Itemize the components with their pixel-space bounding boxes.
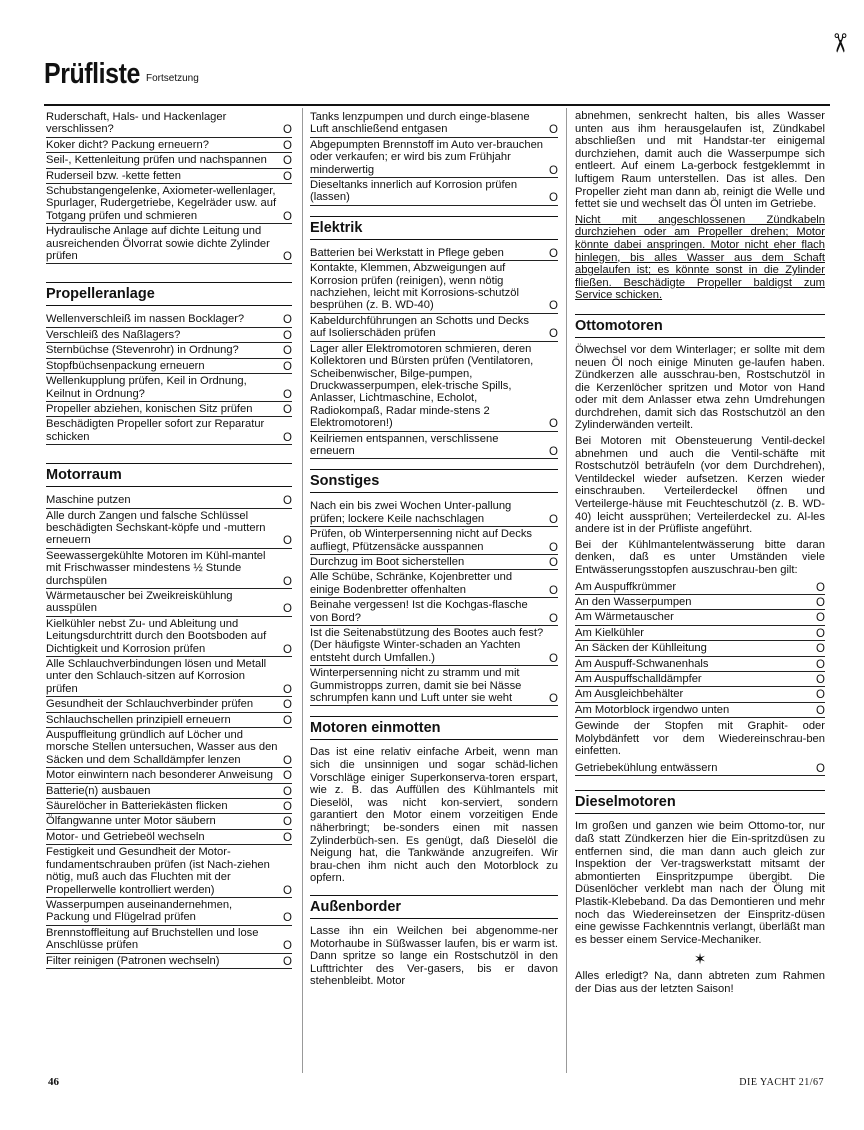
elektrik-checklist: [310, 246, 558, 460]
checkbox-circle[interactable]: O: [283, 643, 292, 656]
checkbox-circle[interactable]: O: [549, 693, 558, 706]
checklist-item: [46, 830, 292, 845]
checklist-item-text: Kontakte, Klemmen, Abzweigungen auf Korrosion prüfen (reinigen), wenn nötig nachziehen, leicht mit Korrosions-schutzöl besprühen (z. B. WD-40): [310, 262, 519, 312]
checklist-item-text: Maschine putzen: [46, 494, 131, 507]
checklist-item-text: Am Wärmetauscher: [575, 611, 674, 624]
checkbox-circle[interactable]: O: [283, 831, 292, 844]
checklist-item: [310, 110, 558, 138]
checklist-item-text: Filter reinigen (Patronen wechseln): [46, 954, 220, 967]
checklist-item: [310, 598, 558, 626]
checkbox-circle[interactable]: O: [283, 884, 292, 897]
checkbox-circle[interactable]: O: [283, 170, 292, 183]
page-header: [44, 58, 199, 91]
checklist-item: [46, 509, 292, 549]
checkbox-circle[interactable]: O: [816, 627, 825, 640]
checkbox-circle[interactable]: O: [283, 251, 292, 264]
section-title-einmotten: Motoren einmotten: [310, 716, 558, 740]
checkbox-circle[interactable]: O: [283, 210, 292, 223]
checkbox-circle[interactable]: O: [283, 403, 292, 416]
checklist-item-text: Beschädigten Propeller sofort zur Reparatur schicken: [46, 418, 265, 443]
checklist-item: [575, 641, 825, 656]
checklist-item: [46, 374, 292, 402]
section-title-diesel: Dieselmotoren: [575, 790, 825, 814]
checklist-item: [46, 312, 292, 327]
checklist-item-text: Kabeldurchführungen an Schotts und Decks auf Isolierschäden prüfen: [310, 314, 529, 340]
checkbox-circle[interactable]: O: [816, 689, 825, 702]
checklist-item-text: Wasserpumpen auseinandernehmen, Packung und Flügelrad prüfen: [46, 898, 233, 924]
checklist-item: [575, 703, 825, 718]
checklist-item: [310, 626, 558, 666]
checklist-item-text: Kielkühler nebst Zu- und Ableitung und Leitungsdurchtritt durch den Bootsboden auf Dichtigkeit und Korrosion prüfen: [46, 617, 267, 655]
checkbox-circle[interactable]: O: [283, 683, 292, 696]
checklist-item-text: Getriebekühlung entwässern: [575, 762, 718, 775]
checkbox-circle[interactable]: O: [549, 541, 558, 554]
checklist-item-text: Am Auspuffkrümmer: [575, 580, 677, 593]
column-3: [575, 110, 825, 999]
checklist-item-text: Am Auspuffschalldämpfer: [575, 673, 702, 686]
column-2: [310, 110, 558, 991]
checkbox-circle[interactable]: O: [283, 699, 292, 712]
checklist-item-text: Batterie(n) ausbauen: [46, 784, 151, 797]
checklist-item-text: An Säcken der Kühlleitung: [575, 642, 707, 655]
column-divider: [302, 108, 303, 1073]
checklist-item: [575, 672, 825, 687]
checklist-item: [46, 184, 292, 224]
checklist-item: [46, 617, 292, 657]
checkbox-circle[interactable]: O: [549, 584, 558, 597]
checkbox-circle[interactable]: O: [283, 139, 292, 152]
checkbox-circle[interactable]: O: [816, 643, 825, 656]
checklist-item: [46, 402, 292, 417]
checkbox-circle[interactable]: O: [549, 300, 558, 313]
section-title-propeller: Propelleranlage: [46, 282, 292, 306]
checklist-item: [46, 153, 292, 168]
checklist-item: [310, 432, 558, 460]
checkbox-circle[interactable]: O: [549, 652, 558, 665]
section-title-motorraum: Motorraum: [46, 463, 292, 487]
checkbox-circle[interactable]: O: [283, 816, 292, 829]
checkbox-circle[interactable]: O: [816, 612, 825, 625]
checkbox-circle[interactable]: O: [283, 388, 292, 401]
checklist-item: [46, 224, 292, 264]
checklist-item-text: Wellenkupplung prüfen, Keil in Ordnung, Keilnut in Ordnung?: [46, 375, 247, 400]
checkbox-circle[interactable]: O: [283, 912, 292, 925]
checklist-item: [46, 799, 292, 814]
checklist-item-text: Seil-, Kettenleitung prüfen und nachspannen: [46, 154, 267, 167]
checklist-item: [46, 493, 292, 508]
scissors-icon: ✂: [824, 32, 855, 54]
checklist-item-text: Batterien bei Werkstatt in Pflege geben: [310, 246, 504, 259]
checklist-item-text: Wellenverschleiß im nassen Bocklager?: [46, 313, 245, 326]
checkbox-circle[interactable]: O: [549, 445, 558, 458]
diesel-text: Im großen und ganzen wie beim Ottomo-tor, nur daß statt Zündkerzen hier die Ein-spritzdüsen zu entfernen sind, die man dann auch gleich zur Inspektion der Ver-tragswerkstatt mitsamt der abmontierten Einspritzpumpe übergibt. Die Düsenlöcher verklebt man nach der Ölung mit Plastik-Klebeband. Da das Demontieren und mehr noch das Wiedereinsetzen der Einspritz-düsen eine gewisse Fachkenntnis verlangt, überläßt man es besser einem Service-Mechaniker.: [575, 820, 825, 946]
checklist-item-text: Brennstoffleitung auf Bruchstellen und lose Anschlüsse prüfen: [46, 926, 259, 952]
checklist-item: [46, 343, 292, 358]
checklist-item-text: Ruderschaft, Hals- und Hackenlager verschlissen?: [46, 111, 227, 136]
otto-paragraph-4: Gewinde der Stopfen mit Graphit- oder Molybdänfett vor dem Wiedereinschrau-ben einfetten.: [575, 720, 825, 758]
checkbox-circle[interactable]: O: [549, 164, 558, 177]
checkbox-circle[interactable]: O: [283, 314, 292, 327]
checkbox-circle[interactable]: O: [283, 754, 292, 767]
checklist-item-text: Propeller abziehen, konischen Sitz prüfen: [46, 402, 253, 415]
checklist-item: [46, 549, 292, 589]
checklist-item-text: Prüfen, ob Winterpersenning nicht auf Decks aufliegt, Pfützensäcke ausspannen: [310, 528, 533, 553]
checkbox-circle[interactable]: O: [283, 801, 292, 814]
section-title-sonstiges: Sonstiges: [310, 469, 558, 493]
checklist-item-text: Stopfbüchsenpackung erneuern: [46, 359, 205, 372]
checklist-item: [310, 314, 558, 342]
checklist-item-text: Gesundheit der Schlauchverbinder prüfen: [46, 698, 254, 711]
checklist-item: [310, 555, 558, 570]
checkbox-circle[interactable]: O: [816, 581, 825, 594]
closing-text: Alles erledigt? Na, dann abtreten zum Rahmen der Dias aus der letzten Saison!: [575, 970, 825, 995]
checkbox-circle[interactable]: O: [283, 955, 292, 968]
checklist-item-text: Nach ein bis zwei Wochen Unter-pallung prüfen; lockere Keile nachschlagen: [310, 500, 512, 525]
checkbox-circle[interactable]: O: [549, 612, 558, 625]
checkbox-circle[interactable]: O: [549, 513, 558, 526]
checkbox-circle[interactable]: O: [283, 360, 292, 373]
checkbox-circle[interactable]: O: [283, 345, 292, 358]
otto-paragraph-2: Bei Motoren mit Obensteuerung Ventil-deckel abnehmen und auch die Ventil-schäfte mit Rostschutzöl beträufeln (vor dem Durchdrehen), Ventildeckel wieder aufsetzen. Kerzen wieder einschrauben. Verteilerdeckel öffnen und Verteilerge-häuse mit Feuchteschutzöl (z. B. WD-40) leicht aussprühen; Verteilerdeckel zu. Al-les andere ist in der Prüfliste angeführt.: [575, 435, 825, 536]
checklist-item: [46, 728, 292, 768]
checklist-item: [46, 328, 292, 343]
checklist-item-text: Keilriemen entspannen, verschlissene erneuern: [310, 432, 499, 457]
checklist-item-text: Ölfangwanne unter Motor säubern: [46, 815, 216, 828]
column-divider: [566, 108, 567, 1073]
checkbox-circle[interactable]: O: [283, 770, 292, 783]
checkbox-circle[interactable]: O: [549, 192, 558, 205]
checklist-item-text: Hydraulische Anlage auf dichte Leitung und ausreichenden Ölvorrat sowie dichte Zylinder prüfen: [46, 225, 270, 263]
checklist-item: [46, 657, 292, 697]
checklist-item-text: Seewassergekühlte Motoren im Kühl-mantel mit Frischwasser mindestens ½ Stunde durchspülen: [46, 549, 266, 587]
checkbox-circle[interactable]: O: [816, 763, 825, 776]
checklist-item-text: Schlauchschellen prinzipiell erneuern: [46, 713, 231, 726]
checklist-item-text: Ruderseil bzw. -kette fetten: [46, 169, 181, 182]
checklist-item: [310, 499, 558, 527]
checklist-item-text: Alle Schübe, Schränke, Kojenbretter und einige Bodenbretter offenhalten: [310, 571, 513, 596]
checklist-item: [46, 814, 292, 829]
checkbox-circle[interactable]: O: [549, 124, 558, 137]
propeller-checklist: [46, 312, 292, 445]
checklist-item-text: Koker dicht? Packung erneuern?: [46, 138, 209, 151]
checklist-item: [310, 570, 558, 598]
page-number: 46: [48, 1076, 59, 1088]
otto-drain-checklist: [575, 580, 825, 719]
checkbox-circle[interactable]: O: [283, 124, 292, 137]
checklist-item-text: Durchzug im Boot sicherstellen: [310, 555, 465, 568]
otto-paragraph-3: Bei der Kühlmantelentwässerung bitte daran denken, daß es unter Umständen viele Entwässerungsstopfen auszuschrau-ben gilt:: [575, 538, 825, 576]
checklist-item-text: Motor einwintern nach besonderer Anweisung: [46, 769, 273, 782]
checklist-item: [46, 169, 292, 184]
einmotten-text: Das ist eine relativ einfache Arbeit, wenn man sich die unsinnigen und sogar schäd-lichen Vorschläge einiger Superkonserva-toren erspart, wie z. B. das Auffüllen des Kühlmantels mit Dieselöl, was nicht kon-serviert, sondern garantiert den Motor einem vorzeitigen Ende näherbringt; be-sonders einen mit nassen Zylinderbüch-sen. Es genügt, daß Dieselöl die Neigung hat, die Tankwände anzugreifen. Wir brau-chen ihm nicht auch den Motorblock zu opfern.: [310, 746, 558, 885]
column-1: [46, 110, 292, 969]
aussenborder-text: Lasse ihn ein Weilchen bei abgenomme-ner Motorhaube in Süßwasser laufen, bis er warm ist. Dann spritze so lange ein Rostschutzöl in den Lufttrichter des Ver-gasers, bis er davon stehenbleibt. Motor: [310, 924, 558, 988]
checkbox-circle[interactable]: O: [549, 328, 558, 341]
checklist-item-text: Verschleiß des Naßlagers?: [46, 328, 181, 341]
ruder-checklist: [46, 110, 292, 264]
checklist-item-text: Auspuffleitung gründlich auf Löcher und morsche Stellen untersuchen, Wasser aus den Säcken und dem Schalldämpfer lenzen: [46, 729, 278, 766]
aussenborder-warning: Nicht mit angeschlossenen Zündkabeln durchziehen oder am Propeller drehen; Motor könnte dabei anspringen. Motor nicht eher flach hinlegen, bis alles Wasser aus dem Schaft abgelaufen ist; es könnte sonst in die Zylinder fließen. Beschädigte Propeller baldigst zum Service schicken.: [575, 213, 825, 302]
checklist-item: [310, 342, 558, 432]
checklist-item-text: Alle durch Zangen und falsche Schlüssel beschädigten Sechskant-köpfe und -muttern erneuern: [46, 509, 266, 547]
checklist-item: [575, 595, 825, 610]
checklist-item: [46, 898, 292, 926]
checklist-item-text: Winterpersenning nicht zu stramm und mit Gummistropps zurren, damit sie bei Nässe schrumpfen kann und Luft unter sie weht: [310, 667, 522, 705]
sonstiges-checklist: [310, 499, 558, 706]
checkbox-circle[interactable]: O: [283, 495, 292, 508]
checkbox-circle[interactable]: O: [549, 247, 558, 260]
checklist-item: [310, 138, 558, 178]
checklist-item: [310, 261, 558, 314]
star-separator: ✶: [693, 950, 707, 969]
checklist-item-text: An den Wasserpumpen: [575, 596, 692, 608]
page-title: Prüfliste: [44, 58, 140, 90]
checklist-item: [46, 110, 292, 138]
section-title-otto: Ottomotoren: [575, 314, 825, 338]
checklist-item-text: Am Auspuff-Schwanenhals: [575, 657, 709, 670]
checklist-item-text: Lager aller Elektromotoren schmieren, deren Kollektoren und Bürsten prüfen (Ventilatoren, Scheibenwischer, Bilge-pumpen, Druckwasserpumpen, elek-trische Spills, Anlasser, Lichtmaschine, Echolot, Radiokompaß, Radar minde-stens 2 Elektromotoren!): [310, 342, 534, 430]
checklist-item: [46, 845, 292, 898]
checklist-item-text: Ist die Seitenabstützung des Bootes auch fest? (Der häufigste Winter-schaden an Yachten entsteht durch Umfallen.): [310, 627, 544, 664]
checklist-item-text: Schubstangengelenke, Axiometer-wellenlager, Spurlager, Rudergetriebe, Kegelräder usw. auf Totgang prüfen und schmieren: [46, 185, 277, 222]
checkbox-circle[interactable]: O: [283, 431, 292, 444]
checklist-item: [575, 687, 825, 702]
checklist-item-text: Sternbüchse (Stevenrohr) in Ordnung?: [46, 344, 239, 357]
checklist-item: [46, 417, 292, 445]
checkbox-circle[interactable]: O: [816, 658, 825, 671]
checklist-item-text: Festigkeit und Gesundheit der Motor-fundamentschrauben prüfen (ist Nach-ziehen nötig, muß auch das Fluchten mit der Propellerwelle kontrolliert werden): [46, 846, 270, 896]
checklist-item: [310, 246, 558, 261]
header-rule: [44, 104, 830, 106]
checklist-item: [575, 610, 825, 625]
checklist-item: [310, 527, 558, 555]
checkbox-circle[interactable]: O: [283, 155, 292, 168]
checklist-item: [575, 657, 825, 672]
checklist-item: [46, 589, 292, 617]
checklist-item-text: Abgepumpten Brennstoff im Auto ver-brauchen oder verkaufen; er wird bis zum Frühjahr minderwertig: [310, 138, 544, 176]
checklist-item: [575, 626, 825, 641]
page-subtitle: Fortsetzung: [145, 73, 199, 84]
checkbox-circle[interactable]: O: [283, 785, 292, 798]
checklist-item-text: Beinahe vergessen! Ist die Kochgas-flasche von Bord?: [310, 599, 528, 624]
motorraum-checklist: [46, 493, 292, 969]
checklist-item-text: Alle Schlauchverbindungen lösen und Metall unter den Schlauch-sitzen auf Korrosion prüfen: [46, 658, 267, 695]
checkbox-circle[interactable]: O: [549, 418, 558, 431]
section-title-aussenborder: Außenborder: [310, 895, 558, 919]
checklist-item: [46, 713, 292, 728]
checkbox-circle[interactable]: O: [283, 940, 292, 953]
checkbox-circle[interactable]: O: [816, 597, 825, 609]
checklist-item-text: Wärmetauscher bei Zweikreiskühlung ausspülen: [46, 589, 233, 615]
checklist-item-text: Säurelöcher in Batteriekästen flicken: [46, 800, 228, 813]
checklist-item: [575, 580, 825, 595]
checkbox-circle[interactable]: O: [283, 329, 292, 342]
checklist-item: [46, 768, 292, 783]
checklist-item: [46, 697, 292, 712]
checklist-item: [310, 666, 558, 706]
checklist-item-text: Motor- und Getriebeöl wechseln: [46, 830, 205, 843]
checklist-item: [46, 359, 292, 374]
checklist-item-text: Dieseltanks innerlich auf Korrosion prüfen (lassen): [310, 179, 518, 204]
checkbox-circle[interactable]: O: [283, 714, 292, 727]
checklist-item: [46, 138, 292, 153]
checklist-item-text: Am Motorblock irgendwo unten: [575, 703, 730, 716]
checkbox-circle[interactable]: O: [549, 556, 558, 569]
checklist-item: [46, 954, 292, 969]
checklist-item-text: Am Ausgleichbehälter: [575, 688, 684, 701]
otto-paragraph-1: Ölwechsel vor dem Winterlager; er sollte mit dem neuen Öl noch einige Minuten ge-laufen haben. Zündkerzen alle ausschrau-ben, Rostschutzöl in die Kerzenlöcher spritzen und Motor von Hand oder mit dem Anlasser etwa zehn Umdrehungen durchdrehen, damit sich das Rostschutzöl an den Zylinderwänden verteilt.: [575, 343, 825, 432]
checklist-item: [310, 178, 558, 206]
checkbox-circle[interactable]: O: [816, 704, 825, 717]
aussenborder-continued-text: abnehmen, senkrecht halten, bis alles Wasser unten aus ihm herausgelaufen ist, Zündkabel abschließen und mit Handstar-ter einigemal durchziehen, damit auch die Wasserpumpe sich entleert. Auf einem La-gerbock festgeklemmt in luftigem Raum unterstellen. Das ist alles. Den Propeller zieht man dann ab, reinigt die Welle und fettet sie und wechselt das Öl unten im Getriebe.: [575, 110, 825, 211]
checklist-item: [575, 761, 825, 776]
checklist-item: [46, 926, 292, 954]
tank-checklist: [310, 110, 558, 206]
checklist-item-text: Am Kielkühler: [575, 626, 645, 639]
checkbox-circle[interactable]: O: [816, 674, 825, 687]
checklist-item-text: Tanks lenzpumpen und durch einge-blasene Luft anschließend entgasen: [310, 111, 530, 136]
checkbox-circle[interactable]: O: [283, 575, 292, 588]
magazine-issue: DIE YACHT 21/67: [739, 1077, 824, 1088]
checklist-item: [46, 784, 292, 799]
checkbox-circle[interactable]: O: [283, 535, 292, 548]
checkbox-circle[interactable]: O: [283, 603, 292, 616]
section-title-elektrik: Elektrik: [310, 216, 558, 240]
